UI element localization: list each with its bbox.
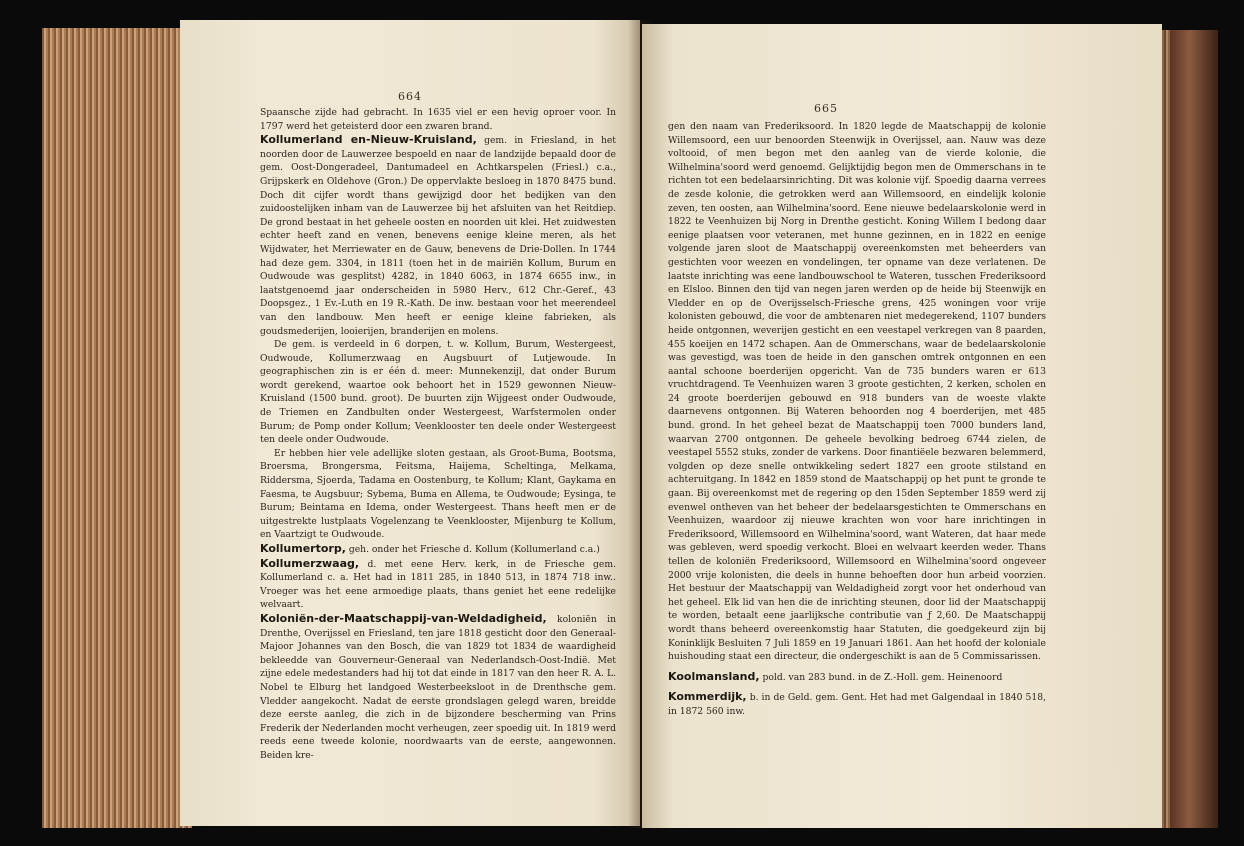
paragraph: Er hebben hier vele adellijke sloten gestaan, als Groot-Buma, Bootsma, Broersma, Brongersma, Feitsma, Haijema, Scheltinga, Melkama, Riddersma, Sjoerda, Tadama en Oostenburg, te Kollum; Klant, Gaykama en Faesma, te Augsbuur; Sybema, Buma en Allema, te Oudwoude; Eysinga, te Burum; Beintama en Idema, onder Westergeest. Thans heeft men er de uitgestrekte lustplaats Vogelenzang te Veenklooster, Mijenburg te Kollum, en Vaartzigt te Oudwoude. [260, 447, 616, 541]
paragraph: Spaansche zijde had gebracht. In 1635 viel er een hevig oproer voor. In 1797 werd het geteisterd door een zwaren brand. [260, 107, 616, 132]
left-page-edges [42, 28, 192, 828]
entry-heading: Koolmansland, [668, 669, 760, 683]
left-page-number: 664 [398, 90, 422, 103]
right-page-number: 665 [814, 102, 838, 115]
entry-heading: Koloniën-der-Maatschappij-van-Weldadigheid, [260, 611, 547, 625]
entry-heading: Kollumerzwaag, [260, 556, 360, 570]
entry-kollumerzwaag: Kollumerzwaag, d. met eene Herv. kerk, in de Friesche gem. Kollumerland c. a. Het had in 1811 285, in 1840 513, in 1874 718 inw.. Vroeger was het eene armoedige plaats, thans geniet het eene redelijke welvaart. [260, 556, 617, 611]
entry-kollumertorp: Kollumertorp, geh. onder het Friesche d. Kollum (Kollumerland c.a.) [260, 542, 600, 555]
book-cover-edge [1170, 30, 1218, 828]
left-page [180, 20, 640, 826]
paragraph: gen den naam van Frederiksoord. In 1820 legde de Maatschappij de kolonie Willemsoord, een uur benoorden Steenwijk in Overijssel, aan. Nauw was deze voltooid, of men begon met den aanleg van de vierde kolonie, die Wilhelmina'soord werd genoemd. Gelijktijdig begon men de Ommerschans in te richten tot een bedelaarsinrichting. Dit was kolonie vijf. Spoedig daarna verrees de zesde kolonie, die getrokken werd aan Willemsoord, en eindelijk kolonie zeven, ten oosten, aan Wilhelmina'soord. Eene nieuwe bedelaarskolonie werd in 1822 te Veenhuizen bij Norg in Drenthe gesticht. Koning Willem I bedong daar eenige plaatsen voor veteranen, met hunne gezinnen, en in 1822 en eenige volgende jaren sloot de Maatschappij overeenkomsten met beheerders van gestichten voor weezen en vondelingen, ter opname van deze verlatenen. De laatste inrichting was eene landbouwschool te Wateren, tusschen Frederiksoord en Elsloo. Binnen den tijd van negen jaren werden op de heide bij Steenwijk en Vledder en op de Overijsselsch-Friesche grens, 425 woningen voor vrije kolonisten gebouwd, die voor de ambtenaren niet medegerekend, 1107 bunders heide ontgonnen, weverijen gesticht en een veestapel verkregen van 8 paarden, 455 koeijen en 1472 schapen. Aan de Ommerschans, waar de bedelaarskolonie was gevestigd, was toen de heide in den ganschen omtrek ontgonnen en een aantal schoone boerderijen opgericht. Van de 735 bunders waren er 613 vruchtdragend. Te Veenhuizen waren 3 groote gestichten, 2 kerken, scholen en 24 groote boerderijen gebouwd en 918 bunders van de woeste vlakte daarnevens ontgonnen. Bij Wateren behoorden nog 4 boerderijen, met 485 bund. grond. In het geheel bezat de Maatschappij toen 7000 bunders land, waarvan 2700 ontgonnen. De geheele bevolking bedroeg 6744 zielen, de veestapel 5552 stuks, zonder de varkens. Door finantiëele bezwaren belemmerd, volgden op deze snelle ontwikkeling sedert 1827 een groote stilstand en achteruitgang. In 1842 en 1859 stond de Maatschappij op het punt te gronde te gaan. Bij overeenkomst met de regering op den 15den September 1859 werd zij evenwel ontheven van het beheer der bedelaarsgestichten te Ommerschans en Veenhuizen, waardoor zij nieuwe krachten won voor hare inrichtingen in Frederiksoord, Willemsoord en Wilhelmina'soord, want Wateren, dat haar mede was gebleven, werd spoedig verkocht. Bloei en welvaart keerden weder. Thans tellen de koloniën Frederiksoord, Willemsoord en Wilhelmina'soord ongeveer 2000 vrije kolonisten, die deels in hunne behoeften door hun arbeid voorzien. Het bestuur der Maatschappij van Weldadigheid zorgt voor het onderhoud van het geheel. Elk lid van hen die de inrichting steunen, door lid der Maatschappij te worden, betaalt eene jaarlijksche contributie van ƒ 2,60. De Maatschappij wordt thans beheerd overeenkomstig haar Statuten, die goedgekeurd zijn bij Koninklijk Besluiten 7 Juli 1859 en 19 Januari 1861. Aan het hoofd der koloniale huishouding staat een directeur, die ondergeschikt is aan de 5 Commissarissen. [668, 121, 1046, 663]
entry-kommerdijk: Kommerdijk, b. in de Geld. gem. Gent. Het had met Galgendaal in 1840 518, in 1872 560 inw. [668, 690, 1047, 717]
left-page-text [260, 106, 616, 763]
entry-heading: Kollumerland en-Nieuw-Kruisland, [260, 133, 477, 147]
entry-kolonien: Koloniën-der-Maatschappij-van-Weldadigheid, koloniën in Drenthe, Overijssel en Friesland, ten jare 1818 gesticht door den Generaal-Majoor Johannes van den Bosch, die van 1829 tot 1834 de waardigheid bekleedde van Gouverneur-Generaal van Nederlandsch-Oost-Indië. Met zijne edele medestanders had hij tot dat einde in 1817 van den heer R. A. L. Nobel te Elburg het landgoed Westerbeeksloot in de Drenthsche gem. Vledder aangekocht. Nadat de eerste grondslagen gelegd waren, breidde deze eerste aanleg, die zich in de bijzondere bescherming van Prins Frederik der Nederlanden mocht verheugen, zeer spoedig uit. In 1819 werd reeds eene tweede kolonie, noordwaarts van de eerste, aangewonnen. Beiden kre- [260, 611, 616, 761]
right-page-text [668, 120, 1046, 719]
entry-heading: Kommerdijk, [668, 690, 747, 704]
entry-heading: Kollumertorp, [260, 542, 346, 555]
paragraph: De gem. is verdeeld in 6 dorpen, t. w. Kollum, Burum, Westergeest, Oudwoude, Kollumerzwaag en Augsbuurt of Lutjewoude. In geographischen zin is er één d. meer: Munnekenzijl, dat onder Burum wordt gerekend, waartoe ook behoort het in 1529 gewonnen Nieuw-Kruisland (1500 bund. groot). De buurten zijn Wijgeest onder Oudwoude, de Triemen en Zandbulten onder Westergeest, Warfstermolen onder Burum; de Pomp onder Kollum; Veenklooster ten deele onder Westergeest ten deele onder Oudwoude. [260, 339, 616, 446]
entry-koolmansland: Koolmansland, pold. van 283 bund. in de Z.-Holl. gem. Heinenoord [668, 669, 1003, 683]
entry-kollumerland: Kollumerland en-Nieuw-Kruisland, gem. in Friesland, in het noorden door de Lauwerzee bespoeld en naar de landzijde bepaald door de gem. Oost-Dongeradeel, Dantumadeel en Achtkarspelen (Friesl.) c.a., Grijpskerk en Oldehove (Gron.) De oppervlakte besloeg in 1870 8475 bund. Doch dit cijfer wordt thans gewijzigd door het bedijken van den zuidoostelijken inham van de Lauwerzee bij het afsluiten van het Reitdiep. De grond bestaat in het geheele oosten en noorden uit klei. Het zuidwesten echter heeft zand en venen, benevens eenige kleine meren, als het Wijdwater, het Merriewater en de Gauw, benevens de Drie-Dollen. In 1744 had deze gem. 3304, in 1811 (toen het in de mairiën Kollum, Burum en Oudwoude was gesplitst) 4282, in 1840 6063, in 1874 6655 inw., in laatstgenoemd jaar onderscheiden in 5980 Herv., 612 Chr.-Geref., 43 Doopsgez., 1 Ev.-Luth en 19 R.-Kath. De inw. bestaan voor het meerendeel van den landbouw. Men heeft er eenige kleine fabrieken, als goudsmederijen, looierijen, branderijen en molens. [260, 133, 616, 337]
right-page [642, 24, 1162, 828]
